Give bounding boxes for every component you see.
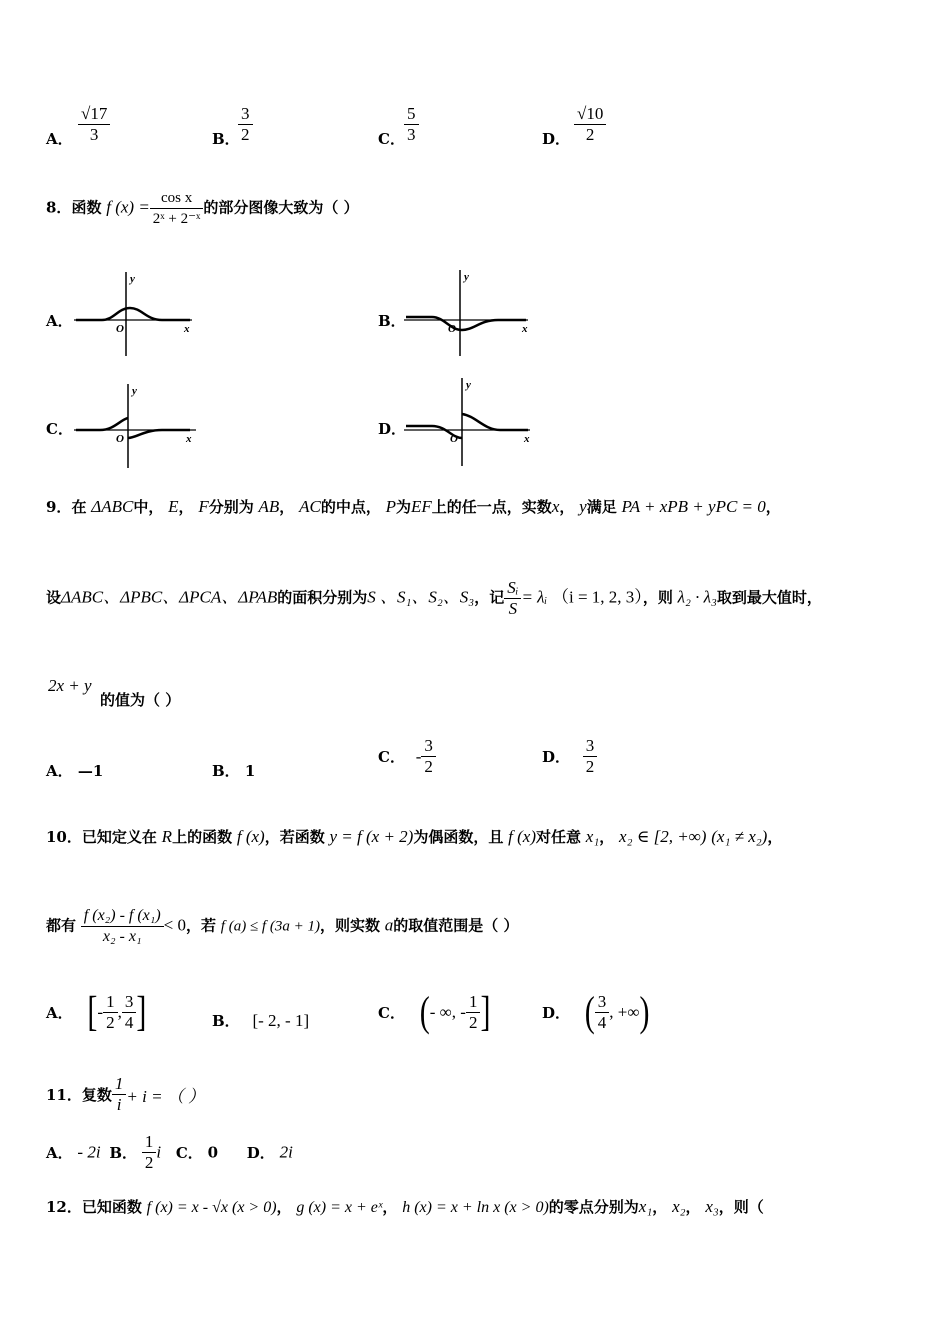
q10-option-a: A． [- $\frac{1}{2}$ , $\frac{3}{4}$ ] <box>46 988 147 1035</box>
q7-option-c-value: $\frac{5}{3}$ <box>404 104 419 145</box>
q11-options: A． - 2i B． $\frac{1}{2}$ i C． 0 D． 2i <box>46 1132 293 1172</box>
q7-option-d-label: D． <box>542 130 571 148</box>
q7-option-d-value: $\frac{√10}{2}$ <box>574 104 606 145</box>
q8-graph-a <box>72 268 196 358</box>
q10-option-b: B． [- 2, - 1] <box>212 1011 310 1030</box>
q8-graph-c <box>72 380 202 470</box>
q9-option-d: D． $\frac{3}{2}$ <box>542 736 597 777</box>
svg-text:x: x <box>524 433 530 445</box>
q9-line2: 设ΔABC、ΔPBC、ΔPCA、ΔPAB的面积分别为S 、S₁、S₂、S₃，记 $\frac{\text{Sᵢ}}{S}$ = λᵢ （i = 1, 2, 3），则 λ₂ · λ₃取到最大值时， <box>46 578 822 618</box>
svg-text:O: O <box>450 433 458 445</box>
q7-option-a-value: $\frac{√17}{3}$ <box>78 104 110 145</box>
q8-graph-b <box>402 268 532 358</box>
q7-option-b-label: B． <box>212 130 240 148</box>
q10-option-d: D． ( $\frac{3}{4}$ , +∞) <box>542 988 650 1035</box>
q10-line1: 10．已知定义在 R上的函数 f (x)，若函数 y = f (x + 2)为偶函数，且 f (x)对任意 x₁， x₂ ∈ [2, +∞) (x₁ ≠ x₂)， <box>46 827 783 846</box>
q7-option-a-label: A． <box>46 130 73 148</box>
svg-text:x: x <box>522 323 528 335</box>
q9-option-c: C． - $\frac{3}{2}$ <box>378 736 436 777</box>
svg-text:y: y <box>132 385 137 397</box>
q9-expression: 2x + y <box>48 676 92 695</box>
svg-text:x: x <box>184 323 190 335</box>
svg-text:y: y <box>130 273 135 285</box>
svg-text:O: O <box>116 433 124 445</box>
q10-option-c: C． (- ∞, - $\frac{1}{2}$ ] <box>378 988 491 1035</box>
svg-text:y: y <box>466 379 471 391</box>
q8-option-d-label: D． <box>378 420 407 438</box>
q9-option-a: A． —1 <box>46 762 104 780</box>
q9-option-b: B． 1 <box>212 762 256 780</box>
q9-line3-text: 的值为（ ） <box>100 691 181 709</box>
q8-option-b-label: B． <box>378 312 406 330</box>
q9-line1: 9．在 ΔABC中， E， F分别为 AB， AC的中点， P为EF上的任一点，实数x， y满足 PA + xPB + yPC = 0， <box>46 497 781 516</box>
svg-text:O: O <box>116 323 124 335</box>
svg-text:x: x <box>186 433 192 445</box>
q8-stem: 8．函数 f (x) = $\frac{\text{cos x}}{\text{2ˣ + 2⁻ˣ}}$ 的部分图像大致为（ ） <box>46 190 359 227</box>
svg-text:y: y <box>464 271 469 283</box>
q7-option-c-label: C． <box>378 130 405 148</box>
q12-stem: 12．已知函数 f (x) = x - √x (x > 0)， g (x) = x + eˣ， h (x) = x + ln x (x > 0)的零点分别为x₁， x₂， x₃，则（ <box>46 1197 764 1216</box>
q7-option-b-value: $\frac{3}{2}$ <box>238 104 253 145</box>
q8-option-a-label: A． <box>46 312 73 330</box>
q10-line2: 都有 $\frac{\text{f (x₂) - f (x₁)}}{\text{x₂ - x₁}}$ < 0，若 f (a) ≤ f (3a + 1)，则实数 a的取值范围是（ ） <box>46 907 519 945</box>
svg-text:O: O <box>448 323 456 335</box>
q11-stem: 11．复数 $\frac{1}{i}$ + i = （ ） <box>46 1074 206 1114</box>
q8-option-c-label: C． <box>46 420 73 438</box>
q8-graph-d <box>402 376 534 468</box>
